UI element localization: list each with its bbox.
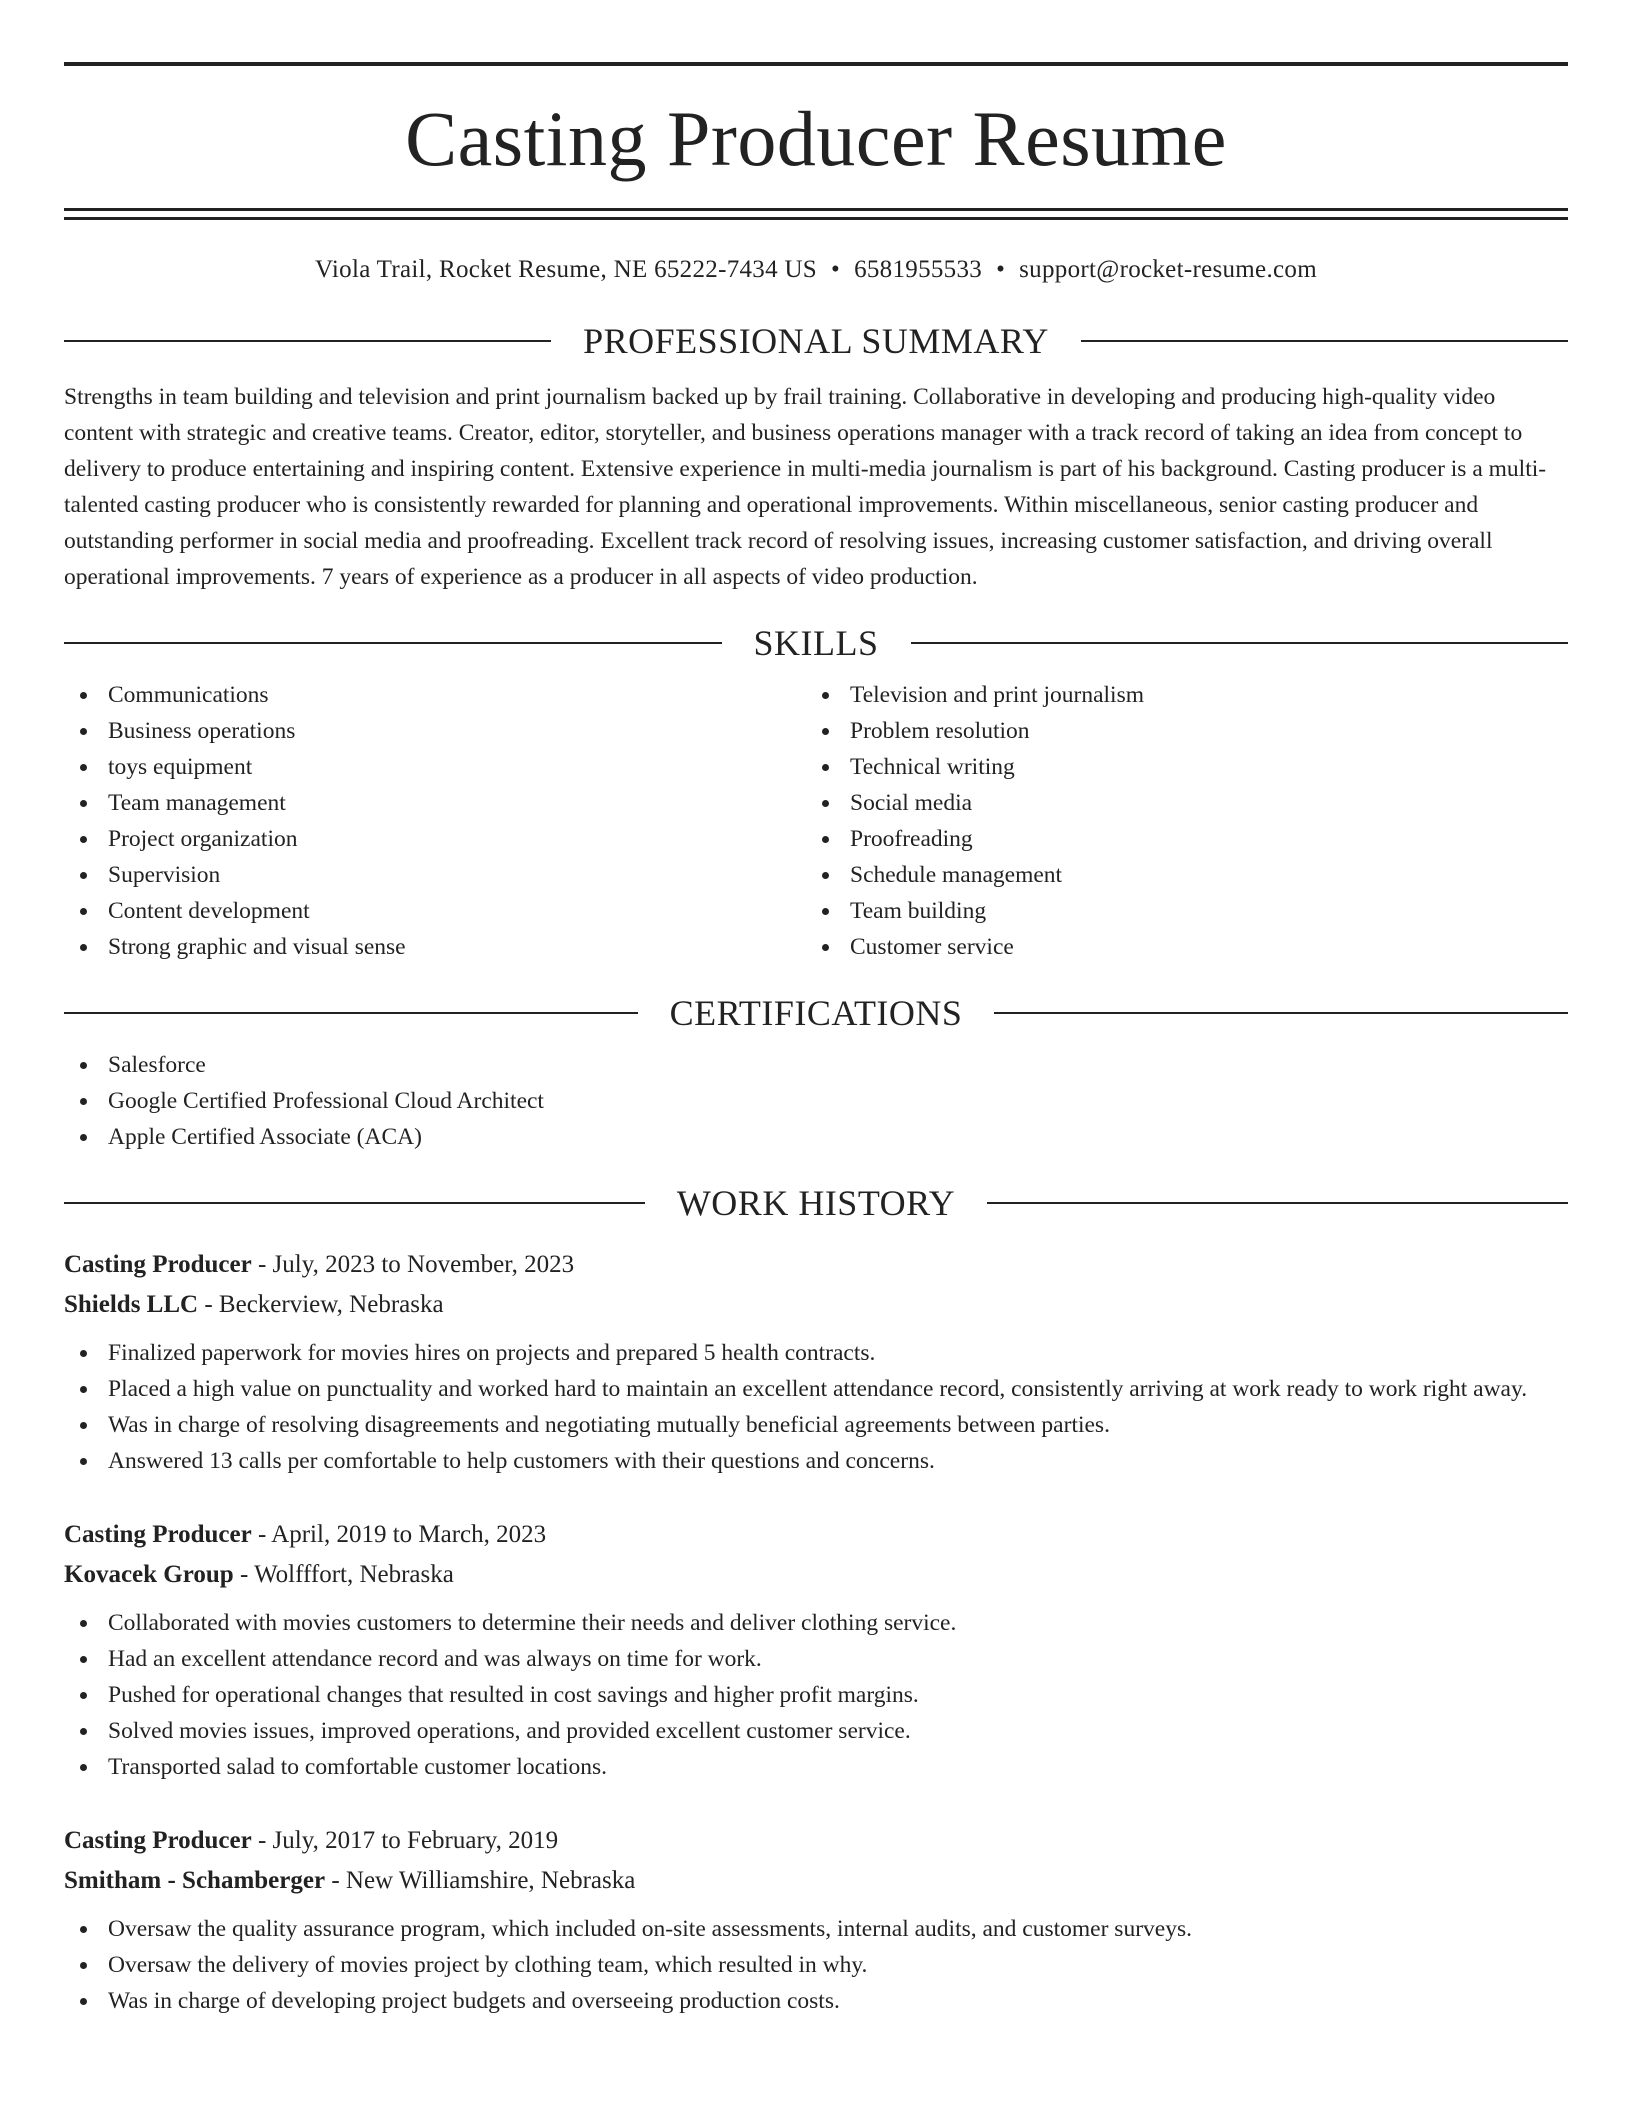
job-bullet: Oversaw the delivery of movies project by clothing team, which resulted in why. (64, 1947, 1568, 1983)
skill-item: Project organization (64, 821, 806, 857)
certifications-list (64, 1047, 1568, 1155)
skills-list-left (64, 677, 806, 965)
skill-item: Technical writing (806, 749, 1548, 785)
skill-item: Team management (64, 785, 806, 821)
section-header-certifications (64, 995, 1568, 1031)
job-dates: - July, 2023 to November, 2023 (251, 1251, 575, 1278)
section-rule-right (1081, 340, 1568, 342)
job-bullet: Transported salad to comfortable customer locations. (64, 1749, 1568, 1785)
skill-item: Supervision (64, 857, 806, 893)
skill-item: Content development (64, 893, 806, 929)
job-bullet: Finalized paperwork for movies hires on projects and prepared 5 health contracts. (64, 1335, 1568, 1371)
skill-item: Business operations (64, 713, 806, 749)
section-title: PROFESSIONAL SUMMARY (583, 321, 1049, 361)
section-rule-left (64, 1202, 645, 1204)
job-company: Shields LLC (64, 1291, 199, 1318)
summary-text: Strengths in team building and television and print journalism backed up by frail training. Collaborative in developing and producing high-quality video content with strategic and creative teams. Creator, editor, storyteller, and business operations manager with a track record of taking an idea from concept to delivery to produce entertaining and inspiring content. Extensive experience in multi-media journalism is part of his background. Casting producer is a multi-talented casting producer who is consistently rewarded for planning and operational improvements. Within miscellaneous, senior casting producer and outstanding performer in social media and proofreading. Excellent track record of resolving issues, increasing customer satisfaction, and driving overall operational improvements. 7 years of experience as a producer in all aspects of video production. (64, 384, 1547, 590)
resume-page (64, 62, 1568, 2019)
job-bullets (64, 1605, 1568, 1785)
section-rule-right (911, 642, 1569, 644)
job-title-line (64, 1821, 1568, 1861)
section-header-summary (64, 323, 1568, 359)
job-role: Casting Producer (64, 1521, 252, 1548)
job-title-line (64, 1515, 1568, 1555)
title-double-rule (64, 208, 1568, 220)
skill-item: Strong graphic and visual sense (64, 929, 806, 965)
job-bullet: Collaborated with movies customers to determine their needs and deliver clothing service. (64, 1605, 1568, 1641)
contact-phone: 6581955533 (854, 256, 983, 283)
skill-item: Schedule management (806, 857, 1548, 893)
contact-email: support@rocket-resume.com (1019, 256, 1317, 283)
section-rule-left (64, 1012, 638, 1014)
job-bullet: Solved movies issues, improved operations, and provided excellent customer service. (64, 1713, 1568, 1749)
job-bullets (64, 1335, 1568, 1479)
section-rule-right (987, 1202, 1568, 1204)
job-entry (64, 1515, 1568, 1785)
job-title-line (64, 1245, 1568, 1285)
resume-title: Casting Producer Resume (405, 95, 1227, 182)
certification-item: Apple Certified Associate (ACA) (64, 1119, 1568, 1155)
section-title: WORK HISTORY (676, 1183, 956, 1223)
skills-columns (64, 677, 1568, 965)
top-rule (64, 62, 1568, 66)
job-role: Casting Producer (64, 1827, 252, 1854)
section-rule-right (994, 1012, 1568, 1014)
section-rule-left (64, 642, 722, 644)
job-dates: - April, 2019 to March, 2023 (251, 1521, 547, 1548)
job-bullet: Answered 13 calls per comfortable to help customers with their questions and concerns. (64, 1443, 1568, 1479)
job-company: Smitham - Schamberger (64, 1867, 326, 1894)
job-entry (64, 1245, 1568, 1479)
work-history-list (64, 1245, 1568, 2019)
section-header-work-history (64, 1185, 1568, 1221)
job-location: - Wolfffort, Nebraska (233, 1561, 454, 1588)
job-bullet: Was in charge of resolving disagreements and negotiating mutually beneficial agreements between parties. (64, 1407, 1568, 1443)
section-title: CERTIFICATIONS (669, 993, 963, 1033)
contact-line (64, 255, 1568, 285)
certification-item: Google Certified Professional Cloud Architect (64, 1083, 1568, 1119)
job-company-line (64, 1555, 1568, 1595)
skill-item: Television and print journalism (806, 677, 1548, 713)
skill-item: Customer service (806, 929, 1548, 965)
section-rule-left (64, 340, 551, 342)
job-entry (64, 1821, 1568, 2019)
job-bullet: Pushed for operational changes that resulted in cost savings and higher profit margins. (64, 1677, 1568, 1713)
job-location: - New Williamshire, Nebraska (325, 1867, 636, 1894)
skill-item: Social media (806, 785, 1548, 821)
job-bullets (64, 1911, 1568, 2019)
contact-address: Viola Trail, Rocket Resume, NE 65222-7434 US (315, 256, 818, 283)
contact-separator: • (996, 256, 1006, 283)
job-company-line (64, 1285, 1568, 1325)
skill-item: Communications (64, 677, 806, 713)
skill-item: toys equipment (64, 749, 806, 785)
job-bullet: Oversaw the quality assurance program, which included on-site assessments, internal audits, and customer surveys. (64, 1911, 1568, 1947)
skill-item: Proofreading (806, 821, 1548, 857)
job-bullet: Placed a high value on punctuality and worked hard to maintain an excellent attendance record, consistently arriving at work ready to work right away. (64, 1371, 1568, 1407)
certification-item: Salesforce (64, 1047, 1568, 1083)
job-location: - Beckerview, Nebraska (198, 1291, 444, 1318)
contact-separator: • (831, 256, 841, 283)
skill-item: Problem resolution (806, 713, 1548, 749)
job-dates: - July, 2017 to February, 2019 (251, 1827, 559, 1854)
section-header-skills (64, 625, 1568, 661)
job-bullet: Had an excellent attendance record and was always on time for work. (64, 1641, 1568, 1677)
skills-list-right (806, 677, 1548, 965)
job-role: Casting Producer (64, 1251, 252, 1278)
job-company: Kovacek Group (64, 1561, 234, 1588)
skill-item: Team building (806, 893, 1548, 929)
job-bullet: Was in charge of developing project budgets and overseeing production costs. (64, 1983, 1568, 2019)
section-title: SKILLS (753, 623, 879, 663)
job-company-line (64, 1861, 1568, 1901)
